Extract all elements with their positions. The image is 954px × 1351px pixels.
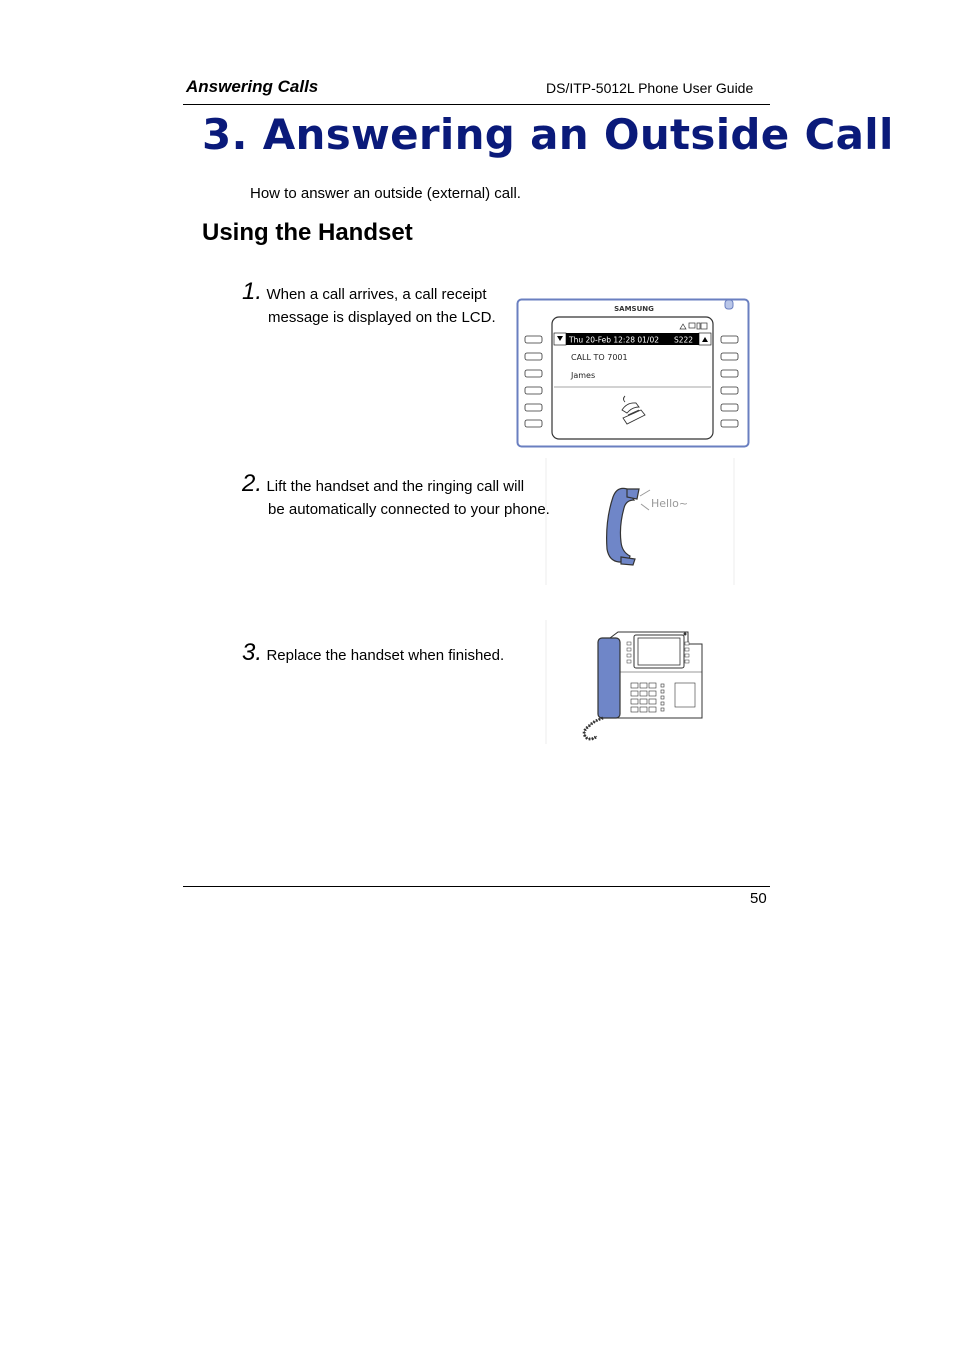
step-1-line1: When a call arrives, a call receipt — [266, 286, 487, 303]
step-1-number: 1. — [242, 278, 263, 305]
cradled-handset-icon — [598, 638, 620, 718]
handset-icon — [607, 488, 634, 562]
lcd-status-line: Thu 20-Feb 12:28 01/02 — [569, 335, 659, 345]
lcd-caller-name: James — [571, 371, 596, 380]
step-2-number: 2. — [242, 470, 263, 497]
footer-rule — [183, 886, 770, 887]
page-number: 50 — [750, 890, 767, 907]
step-1-line2: message is displayed on the LCD. — [268, 309, 496, 326]
page-title: 3. Answering an Outside Call — [202, 110, 894, 159]
step-3-number: 3. — [242, 639, 263, 666]
intro-text: How to answer an outside (external) call. — [250, 185, 521, 202]
header-guide-title: DS/ITP-5012L Phone User Guide — [546, 80, 754, 96]
lcd-display-illustration — [516, 298, 750, 449]
header-rule — [183, 104, 770, 105]
hello-label: Hello~ — [651, 497, 689, 510]
step-2-line2: be automatically connected to your phone. — [268, 501, 550, 518]
lcd-brand: SAMSUNG — [614, 305, 654, 313]
header-section: Answering Calls — [186, 77, 319, 96]
step-3-line1: Replace the handset when finished. — [266, 647, 505, 664]
lcd-extension: S222 — [674, 335, 694, 345]
lcd-call-line: CALL TO 7001 — [571, 353, 628, 362]
handset-illustration — [545, 458, 735, 585]
step-3 — [242, 639, 504, 668]
section-title: Using the Handset — [202, 219, 413, 246]
step-2-line1: Lift the handset and the ringing call will — [266, 478, 525, 495]
step-2 — [242, 470, 524, 499]
desk-phone-illustration — [545, 620, 715, 744]
step-1 — [242, 278, 487, 307]
